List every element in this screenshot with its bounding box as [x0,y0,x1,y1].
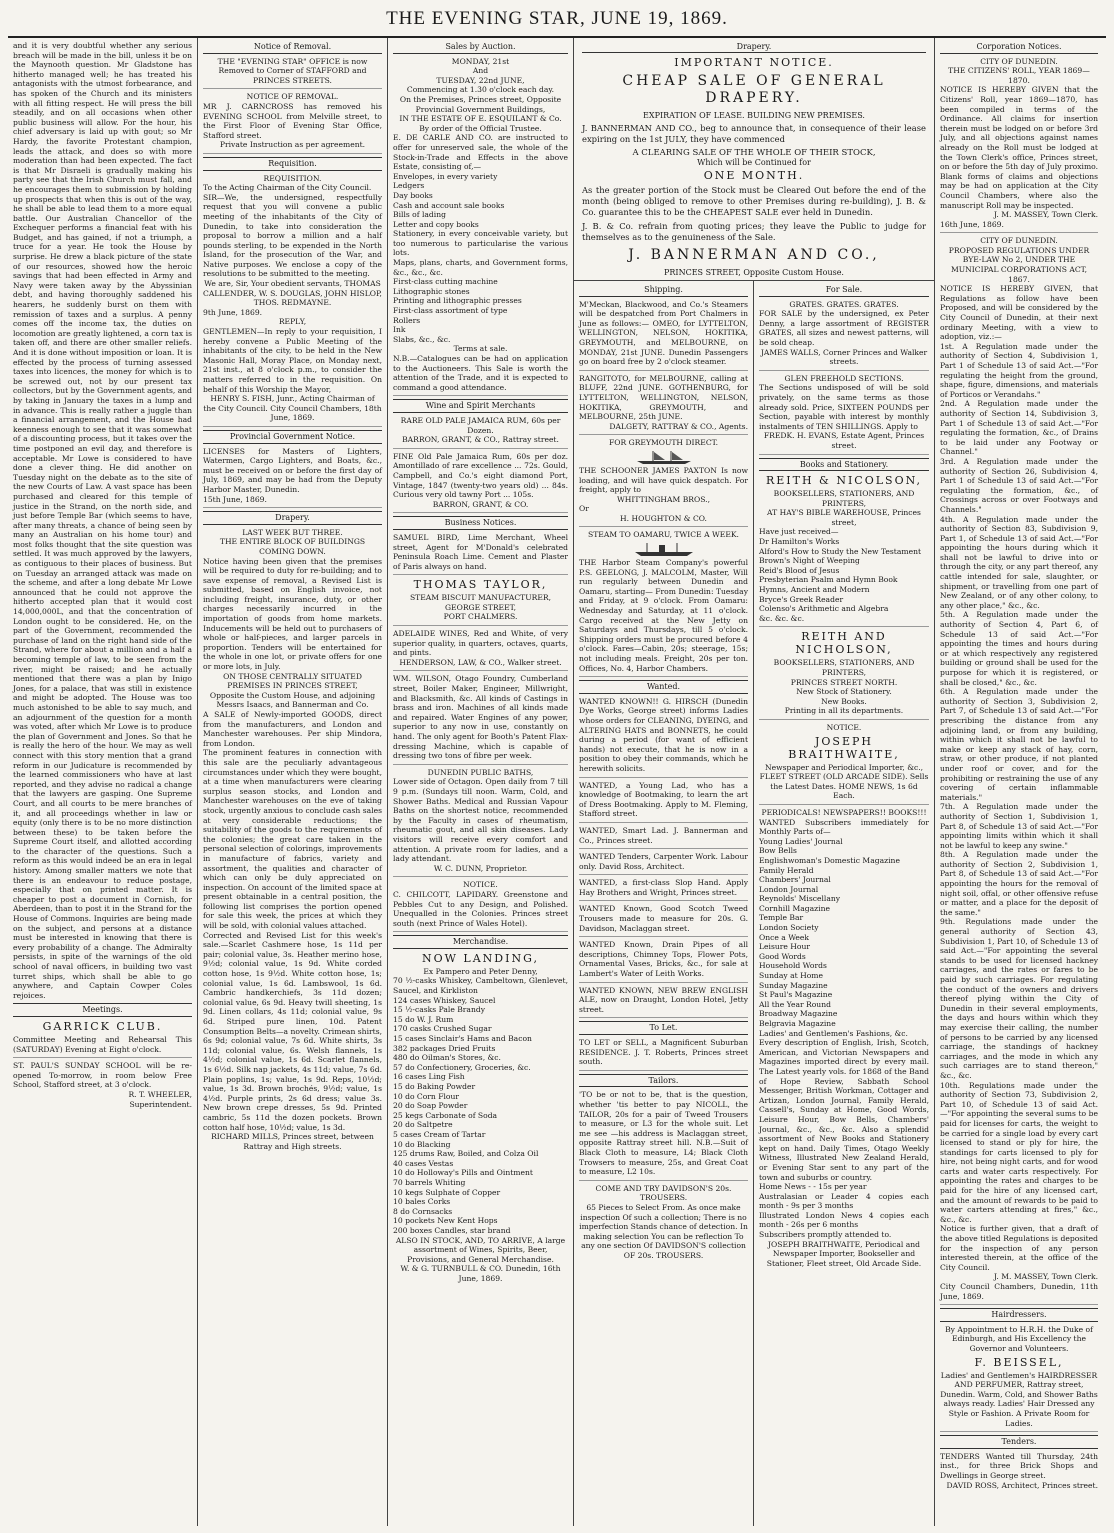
st-pauls-text: ST. PAUL'S SUNDAY SCHOOL will be re-opened To-morrow, in room below Free School, Stafford street, at 3 o'clock. [13,1061,192,1090]
carncross-ad [203,92,382,154]
requisition-ad [203,174,382,427]
taylor-addr-1: GEORGE STREET, [444,602,516,612]
list-item: Broadway Magazine [759,1009,838,1019]
auction-and: And [472,66,489,76]
roll-date: 16th June, 1869. [940,219,1004,229]
carncross-text: MR J. CARNCROSS has removed his EVENING SCHOOL from Melville street, to the First Floor of Evening Star Office, Stafford street. [203,101,382,140]
list-item: Envelopes, in every variety [393,171,498,181]
list-item: Good Words [759,951,806,961]
section-wanted: Wanted. [579,680,748,694]
fine-rum-ad [393,452,568,514]
landing-sig: W. & G. TURNBULL & CO. Dunedin, 16th June, 1869. [400,1264,561,1283]
adelaide-ad [393,629,568,671]
chilcott-notice: NOTICE. [463,880,498,890]
list-item: 16 cases Ling Fish [393,1072,465,1082]
grates-title: GRATES. GRATES. GRATES. [789,299,899,309]
regulation-item: 3rd. A Regulation made under the authority of Section 26, Subdivision 4, Part 1 of Schedule 13 of said Act.—"For regulating the formation, &c., of Crossings across or over Footways and Channels." [940,456,1098,514]
list-item: First-class assortment of type [393,306,508,316]
baths-ad [393,768,568,878]
list-item: 70 barrels Whiting [393,1177,466,1187]
list-item: 20 do Soap Powder [393,1101,468,1111]
hirsch-ad: WANTED KNOWN!! G. HIRSCH (Dunedin Dye Works, George street) informs Ladies whose orders for CLEANING, DYEING, and ALTERING HATS and BONNETS, he could during a period (for want of efficient hands) not execute, that he is now in a position to obey their commands, which he herewith solicits. [579,697,748,778]
rate-row: Australasian or Leader 4 copies each month - 9s per 3 months [759,1191,929,1211]
landing-items [393,976,568,1235]
reith-sub: BOOKSELLERS, STATIONERS, AND PRINTERS, [773,489,915,508]
section-for-sale: For Sale. [759,284,929,297]
bannerman-ad [574,38,934,281]
list-item: 20 do Saltpetre [393,1120,453,1130]
reith2-books: New Books. [821,696,867,706]
list-item: 10 kegs Sulphate of Copper [393,1187,501,1197]
mills-drapery-ad [203,528,382,1155]
wanted-ad: WANTED Known, Good Scotch Tweed Trousers made to measure for 20s. G. Davidson, Maclaggan street. [579,904,748,937]
wide-columns [574,281,934,1526]
grates-text: FOR SALE by the undersigned, ex Peter Denny, a large assortment of REGISTER GRATES, all sizes and newest patterns, will be sold cheap. [759,309,929,347]
list-item: Slabs, &c., &c. [393,334,451,344]
glen-title: GLEN FREEHOLD SECTIONS. [784,373,904,383]
list-item: 200 boxes Candles, star brand [393,1225,511,1235]
baths-title: DUNEDIN PUBLIC BATHS, [427,767,534,777]
list-item: &c. &c. &c. [759,613,805,623]
list-item: Reynolds' Miscellany [759,894,841,904]
to-let-ad: TO LET or SELL, a Magnificent Suburban RESIDENCE. J. T. Roberts, Princes street south. [579,1038,748,1071]
auction-nb: N.B.—Catalogues can be had on application to the Auctioneers. This Sale is worth the attention of the Trade, and it is expected to command a good attendance. [393,354,568,392]
reply-title: REPLY, [278,317,307,327]
regulation-item: 7th. A Regulation made under the authority of Section 1, Subdivision 1, Part 8, of Schedule 13 of said Act.—"For appointing limits within which it shall not be lawful to keep any swine." [940,802,1098,850]
auction-time: Commencing at 1.30 o'clock each day. [406,85,555,95]
greymouth-sig-2: H. HOUGHTON & CO. [620,513,707,523]
auction-date-2: TUESDAY, 22nd JUNE, [436,75,525,85]
baths-sig: W. C. DUNN, Proprietor. [433,863,528,873]
wide-block [574,38,935,1526]
auction-estate: IN THE ESTATE OF E. ESQUILANT & Co. [399,114,562,124]
list-item: 57 do Confectionery, Groceries, &c. [393,1062,531,1072]
beissel-ad [940,1325,1098,1432]
braith-text: Newspaper and Periodical Importer, &c., FLEET STREET (OLD ARCADE SIDE). Sells the Latest Dates. HOME NEWS, 1s 6d Each. [759,762,929,801]
list-item: Sunday at Home [759,971,823,981]
list-item: Once a Week [759,932,809,942]
mills-sig: RICHARD MILLS, Princes street, between Rattray and High streets. [211,1132,374,1151]
section-corporation: Corporation Notices. [940,41,1098,54]
greymouth-title: FOR GREYMOUTH DIRECT. [609,438,718,448]
reith2-sub: BOOKSELLERS, STATIONERS, AND PRINTERS, [773,658,915,677]
list-item: Chambers' Journal [759,875,831,885]
article-text: and it is very doubtful whether any serious breach will be made in the bill, unless it be on the Maynooth question. Mr Gladstone has hitherto managed well; he has treated his antagonists with the utmost forbearance, and has spoken of the Church and its ministers with all fitting respect. He will press the bill steadily, and on all occasions when other public business will allow. For the hour, his chief adversary is laid up with gout; so Mr Hardy, the favorite Protestant champion, leads the attack, and does so with more moderation than had been expected. The fact is that Mr Disraeli is gradually making his party see that the Irish Church must fall, and he encourages them to submission by holding up prospects that when this is out of the way, he shall be able to lead them to a more equal battle. Our Australian Chancellor of the Exchequer performs a financial feat with his Budget, and has gained, if not a triumph, a truce for a year. He took the House by surprise. He drew a black picture of the state of our resources, showed how the heroic savings that had been effected in Army and Navy were taken away by the Abyssinian debt, and having thoroughly saddened his hearers, he suddenly burst on them with remission of taxes and a surplus. A penny comes off the income tax, the duties on locomotion are greatly lightened, a corn tax is taken off, and there are other smaller reliefs. And it is done without imposition or loan. It is effected by the process of turning assessed taxes into licences, the money for which is to be screwed out, not by our present tax collectors, but by the Government agents, and by taking in January the taxes in a lump and in advance. This is really rather a juggle than a financial arrangement, and the House had keenness enough to see that it was somewhat of a discounting process, but it takes over the time postponed an evil day, and therefore is acceptable. Mr Lowe is considered to have done a clever thing. He did another on Tuesday night on the debate as to the site of the new Courts of Law. A vast space has been purchased and cleared for this temple of justice in the Strand, on the north side, and just before Temple Bar (which seems to have, after many threats, a chance of being seen by many an Australian on his home tour) and most folks thought that the site question was settled. It was much approved by the lawyers, as contiguous to their places of business. But on Tuesday an arranged attack was made on the scheme, and after a long debate Mr Lowe announced that he could not approve the hitherto accepted plan that it would cost 14,000,000L, and that the concentration of London ought to be considered. He, on the part of the Government, recommended the purchase of land on the right hand side of the Strand, where for about a million and a half a becoming temple of law, to be seen from the river, might be raised; and he actually mentioned that there was a plan by Inigo Jones, for a palace, that was still in existence and might be adopted. The House was too much astonished to be able to say much, and an adjournment of the question for a month was voted, after which Mr Lowe is to produce the plan of Government and Jones. So that he is really the hero of the hour. We may as well connect with this story mention that a grand reform in our Judicature is recommended by the learned commissioners who have at last reported, and they advise no radical a change that the lawyers are gasping. One Supreme Court, and all courts to be mere branches of it, and all proceedings whether in law or equity (only there is to be no more distinction between these) to be taken before the Supreme Court itself, and allotted according to the character of the questions. Such a reform as this would indeed be an era in legal history. Among smaller matters we note that there is an endeavour to reduce postage, especially that on printed matter. It is cheaper to post a document in Cornish, for Aberdeen, than to post it in the Strand for the House of Commons. Inquiries are being made on the subject, and persons at a distance must be interested in knowing that there is every probability of a change. The Admiralty persists, in spite of the warnings of the old school of naval officers, in building two vast turret ships, which shall be able to go anywhere, and Captain Cowper Coles rejoices. [13,41,192,1000]
grates-ad [759,300,929,371]
tenders-sig: DAVID ROSS, Architect, Princes street. [946,1480,1098,1490]
regulation-item: 5th. A Regulation made under the authority of Section 4, Part 6, of Schedule 13 of said Act.—"For appointing the times and hours during or at which respectively any registered building or ground shall be used for the purpose for which it is registered, or shall be closed," &c., &c. [940,610,1098,687]
reith-title: REITH & NICOLSON, [765,474,923,488]
list-item: 10 bales Corks [393,1197,451,1207]
column-1 [8,38,198,1526]
clearing-sale: A CLEARING SALE OF THE WHOLE OF THEIR STOCK, [632,148,876,158]
st-pauls-ad [13,1061,192,1112]
regulation-item: 10th. Regulations made under the authority of Section 73, Subdivision 2, Part 10, of Schedule 13 of said Act.—"For appointing the several sums to be paid for licenses for carts, the weight to be carried for a single load by every cart licensed to stand or ply for hire, the standings for carts licensed to ply for hire, not being night carts, and for wood carts and water carts respectively. For appointing the rates and charges to be paid for the hire of any licensed cart, and the amount of rewards to be paid to water carters attending at fires," &c., &c., &c. [940,1080,1098,1224]
chilcott-ad [393,880,568,932]
regs-sig: J. M. MASSEY, Town Clerk. [993,1272,1098,1282]
list-item: Bow Bells [759,846,797,856]
list-item: Belgravia Magazine [759,1019,836,1028]
drapery-sub: THE ENTIRE BLOCK OF BUILDINGS COMING DOWN. [219,537,366,556]
st-pauls-sig-title: Superintendent. [129,1099,192,1109]
regulations-ad [940,236,1098,1305]
list-item: 15 do W. J. Rum [393,1014,454,1024]
licenses-text: LICENSES for Masters of Lighters, Watermen, Cargo Lighters, and Boats, &c., must be received on or before the first day of July, 1869, and may be had from the Deputy Harbor Master, Dunedin. [203,446,382,494]
auction-ad [393,57,568,397]
glen-text: The Sections undisposed of will be sold privately, on the same terms as those already sold. Price, SIXTEEN POUNDS per Section, payable with interest by monthly instalments of TEN SHILLINGS. Apply to [759,383,929,431]
list-item: Ink [393,325,406,335]
section-business: Business Notices. [393,516,568,530]
taylor-addr-2: PORT CHALMERS. [443,612,518,622]
regs-city: CITY OF DUNEDIN. [980,236,1058,246]
list-item: Presbyterian Psalm and Hymn Book [759,575,898,585]
list-item: 170 casks Crushed Sugar [393,1024,492,1034]
list-item: Household Words [759,961,827,971]
prices-text: Corrected and Revised List for this week's sale.—Scarlet Cashmere hose, 1s 11d per pair; colonial value, 3s. Heather merino hose, 9½d; colonial value, 1s 9d. White corded cotton hose, 1s 9½d. White cotton hose, 1s; colonial value, 1s 6d. Lambswool, 1s 6d. Cambric handkerchiefs, 3s 11d dozen; colonial value, 6s 9d. Heavy twill sheeting, 1s 9d. Linen collars, 4s 11d; colonial value, 9s 6d. Striped pure linen, 10d. Patent Consumption Belts—a novelty. Crimean shirts, 6s 9d; colonial value, 7s 6d. White shirts, 3s 11d; colonial value, 6s. Welsh flannels, 1s 4½d; colonial value, 1s 6d. Scarlet flannels, 1s 6½d. Silk nap jackets, 4s 11d; value, 7s 6d. Plain poplins, 1s; value, 1s 9d. Reps, 10½d; value, 1s 3d. Brown brochés, 9½d; value, 1s 4½d. Purple prints, 2s 6d dress; value 3s. New brown crepe dresses, 5s 9d. Printed cambric, 5s 11d the dozen pockets. Brown cotton half hose, 10½d; value, 1s 3d. [203,930,382,1132]
important-notice: IMPORTANT NOTICE. [674,56,834,69]
landing-ad [393,952,568,1287]
hair-appt: By Appointment to H.R.H. the Duke of Edinburgh, and His Excellency the Governor and Volunteers. [945,1324,1093,1353]
requisition-title: REQUISITION. [263,173,322,183]
requisition-date: 9th June, 1869. [203,307,263,317]
subs-text: WANTED Subscribers immediately for Monthly Parts of— [759,817,929,837]
fine-rum-sig: BARRON, GRANT, & CO. [432,499,529,509]
section-drapery: Drapery. [203,511,382,525]
section-shipping: Shipping. [579,284,748,297]
regulation-item: 1st. A Regulation made under the authority of Section 4, Subdivision 1, Part 1 of Schedule 13 of said Act.—"For regulating the height from the ground, shape, figure, dimensions, and materials of Porticos or Verandahs." [940,341,1098,399]
list-item: Family Herald [759,865,814,875]
auction-place: On the Premises, Princes street, Opposite Provincial Government Buildings, [399,94,562,114]
list-item: 5 cases Cream of Tartar [393,1129,486,1139]
column-6 [935,38,1103,1526]
wanted-ad: WANTED, a first-class Slop Hand. Apply Hay Brothers and Wright, Princes street. [579,878,748,901]
list-item: London Society [759,923,819,933]
list-item: 10 do Corn Flour [393,1091,460,1101]
roll-text: NOTICE IS HEREBY GIVEN that the Citizens' Roll, year 1869—1870, has been compiled in terms of the Ordinance. All claims for insertion therein must be lodged on or before 3rd July, and all objections against names already on the Roll must be lodged at the Town Clerk's office, Princes street, on or before the 5th day of July proximo. Blank forms of claims and objections may be had on application at the City Council Chambers, where also the manuscript Roll may be inspected. [940,85,1098,210]
section-meetings: Meetings. [13,1003,192,1017]
section-to-let: To Let. [579,1021,748,1035]
list-item: 10 do Blacking [393,1139,451,1149]
licenses-date: 15th June, 1869. [203,494,267,504]
list-item: Rollers [393,315,421,325]
regs-date: City Council Chambers, Dunedin, 11th June, 1869. [940,1282,1098,1301]
tenders-ad [940,1452,1098,1493]
rate-row: Illustrated London News 4 copies each month - 26s per 6 months [759,1210,929,1230]
list-item: Brown's Night of Weeping [759,556,860,566]
list-item: 8 do Cornsacks [393,1206,453,1216]
list-item: 25 kegs Carbonate of Soda [393,1110,498,1120]
braith-notice: NOTICE. [826,722,862,732]
star-office-ad: THE "EVENING STAR" OFFICE is now Removed to Corner of STAFFORD and PRINCES STREETS. [203,57,382,90]
adelaide-sig: HENDERSON, LAW, & CO., Walker street. [399,657,562,667]
regulation-item: 4th. A Regulation made under the authority of Section 83, Subdivision 9, Part 1, of Schedule 13 of said Act.—"For appointing the hours during which it shall not be lawful to drive into or through the city, or any part thereof, any cattle intended for sale, slaughter, or shipment, or travelling from one part of New Zealand, or of any other colony, to any other place," &c., &c. [940,514,1098,610]
list-item: Temple Bar [759,913,804,923]
list-item: 10 do Holloway's Pills and Ointment [393,1168,533,1178]
carncross-tail: Private Instruction as per agreement. [219,140,366,150]
list-item: Ladies' and Gentlemen's Fashions, &c. [759,1028,908,1038]
wanted-ad: WANTED Known, Drain Pipes of all descriptions, Chimney Tops, Flower Pots, Ornamental Vases, Bricks, &c., for sale at Lambert's Water of Leith Works. [579,940,748,982]
wanted-ad: WANTED, a Young Lad, who has a knowledge of Bootmaking, to learn the art of Dress Bootmaking. Apply to M. Fleming, Stafford street. [579,781,748,823]
list-item: Reid's Blood of Jesus [759,565,840,575]
garrick-text: Committee Meeting and Rehearsal This (SATURDAY) Evening at Eight o'clock. [13,1034,192,1054]
masthead: THE EVENING STAR, JUNE 19, 1869. [8,4,1106,38]
adelaide-text: ADELAIDE WINES, Red and White, of very superior quality, in quarters, octaves, quarts, and pints. [393,629,568,658]
auction-items [393,172,568,345]
davidson-tail: OF 20s. TROUSERS. [623,1250,704,1260]
section-books: Books and Stationery. [759,458,929,472]
list-item: 125 drums Raw, Boiled, and Colza Oil [393,1149,539,1159]
premises-sub: Opposite the Custom House, and adjoining Messrs Isaacs, and Bannerman and Co. [209,690,376,710]
list-item: 15 cases Sinclair's Hams and Bacon [393,1034,532,1044]
columns [8,38,1106,1526]
roll-title: THE CITIZENS' ROLL, YEAR 1869—1870. [948,66,1090,85]
list-item: Maps, plans, charts, and Government forms, &c., &c., &c. [393,258,568,277]
bannerman-firm: J. BANNERMAN AND CO., [628,247,880,263]
nicoll-ad: 'TO be or not to be, that is the question, whether 'tis better to pay NICOLL, the TAILOR, 20s for a pair of Tweed Trousers to measure, or L3 for the whole suit. Let me see —his address is Maclaggan street, opposite Rattray street hill. N.B.—Suit of Black Cloth to measure, L4; Black Cloth Trowsers to measure, 25s, and Great Coat to measure, L2 10s. [579,1090,748,1180]
rate-row: Home News - - 15s per year [759,1182,867,1192]
regulation-item: 9th. Regulations made under the general authority of Section 43, Subdivision 1, Part 10, of Schedule 13 of said Act.—"For appointing the several stands to be used for licensed hackney carriages, and the rates or fares to be paid by such carriages. For regulating the conduct of the owners and drivers thereof plying within the City of Dunedin in their several employments, the days and hours within which they may exercise their calling, the number of persons to be carried by any licensed carriage, the standings of hackney carriages, and the mode in which any such carriages are to stand thereon," &c., &c. [940,917,1098,1080]
list-item: 15 ½-casks Pale Brandy [393,1005,486,1015]
taylor-title: THOMAS TAYLOR, [413,578,548,592]
hair-title: F. BEISSEL, [974,1355,1064,1369]
sale-text: A SALE of Newly-imported GOODS, direct from the manufacturers, and London and Manchester warehouses. Per ship Mindora, from London. [203,710,382,748]
list-item: Letter and copy books [393,219,479,229]
baths-text: Lower side of Octagon. Open daily from 7 till 9 p.m. (Sundays till noon. Warm, Cold, and Shower Baths. Medical and Russian Vapour Baths on the shortest notice, recommended by the Faculty in cases of rheumatism, rheumatic gout, and all skin diseases. Lady visitors will receive every comfort and attention. A private room for ladies, and a lady attendant. [393,777,568,864]
section-merchandise: Merchandise. [393,935,568,949]
list-item: Bills of lading [393,210,446,220]
wanted-ad: WANTED Tenders, Carpenter Work. Labour only. David Ross, Architect. [579,852,748,875]
section-wine: Wine and Spirit Merchants [393,399,568,413]
roll-ad [940,57,1098,234]
reply-sig: HENRY S. FISH, Junr., Acting Chairman of the City Council. City Council Chambers, 18th June, 1869. [203,394,382,423]
wanted-ad: WANTED, Smart Lad. J. Bannerman and Co., Princes street. [579,826,748,849]
bannerman-body-3: J. B. & Co. refrain from quoting prices; they leave the Public to judge for themselves as to the genuineness of the Sale. [582,221,926,242]
list-item: 124 cases Whiskey, Saucel [393,995,496,1005]
braith-sig: JOSEPH BRAITHWAITE, Periodical and Newspaper Importer, Bookseller and Stationer, Fleet street, Old Arcade Side. [766,1239,922,1268]
list-item: Dr Hamilton's Works [759,537,840,547]
auction-by: By order of the Official Trustee. [419,123,542,133]
auction-text: E. DE CARLE AND CO. are instructed to offer for unreserved sale, the whole of the Stock-in-Trade and Effects in the above Estate, consisting of,— [393,133,568,172]
requisition-sign: We are, Sir, Your obedient servants, THOMAS CALLENDER, W. S. DOUGLAS, JOHN HISLOP, THOS. REDMAYNE. [203,279,382,308]
list-item: Have just received— [759,527,839,537]
auction-terms: Terms at sale. [453,344,508,354]
reith-nicholson-ad [759,630,929,720]
glen-ad [759,374,929,455]
column-5 [754,281,934,1526]
drapery-title: LAST WEEK BUT THREE. [242,527,343,537]
chilcott-text: C. CHILCOTT, LAPIDARY. Greenstone and Pebbles Cut to any Design, and Polished. Unequalled in the Colonies. Princes street south (next Prince of Wales Hotel). [393,889,568,928]
regs-title: PROPOSED REGULATIONS UNDER BYE-LAW No 2, UNDER THE MUNICIPAL CORPORATIONS ACT, 1867. [948,245,1090,284]
list-item: 40 cases Vestas [393,1158,454,1168]
list-item: Printing and lithographic presses [393,296,522,306]
list-item: 10 pockets New Kent Hops [393,1216,498,1226]
reith2-addr: PRINCES STREET NORTH. [790,677,898,687]
steamer-icon [629,542,699,556]
requisition-text: SIR—We, the undersigned, respectfully request that you will convene a public meeting of the inhabitants of the City of Dunedin, to take into consideration the proposal to borrow a million and a half pounds sterling, to be expended in the North Island, for the prosecution of the War, and Native purposes. We enclose a copy of the resolutions to be submitted to the meeting. [203,192,382,279]
list-item: Leisure Hour [759,942,811,952]
sale-more: The prominent features in connection with this sale are the peculiarly advantageous circumstances under which they were bought, at a time when manufacturers were clearing surplus season stocks, and London and Manchester warehouses on the eve of taking stock, urgently anxious to conclude cash sales at very considerable reductions; the suitability of the goods to the requirements of the colonies; the great care taken in the personal selection of colorings, improvements in manufacture of fabrics, variety and assortment, the qualities and character of which can only be duly appreciated on inspection. On account of the limited space at present obtainable in a central position, the following list comprises the portion opened for sale this week, the prices at which they will be sold, with colonial values attached. [203,748,382,931]
carncross-title: NOTICE OF REMOVAL. [246,92,339,102]
list-item: Day books [393,190,433,200]
premises-title: ON THOSE CENTRALLY SITUATED PREMISES IN PRINCES STREET, [223,671,362,691]
requisition-to: To the Acting Chairman of the City Council. [203,183,372,193]
reith-list [759,527,929,623]
list-item: 382 packages Dried Fruits [393,1043,496,1053]
regulation-item: 8th. A Regulation made under the authority of Section 2, Subdivision 1, Part 8, of Schedule 13 of said Act.—"For appointing the hours for the removal of night soil, offal, or other offensive refuse or matter, and a place for the deposit of the same." [940,850,1098,917]
list-item: Alford's How to Study the New Testament [759,546,922,556]
list-item: Ledgers [393,181,425,191]
rangitoto-ad [579,374,748,436]
st-pauls-sig-name: R. T. WHEELER, [128,1089,192,1099]
reith-ad [759,474,929,627]
rangitoto-text: RANGITOTO, for MELBOURNE, calling at BLUFF, 22nd JUNE. GOTHENBURG, for LYTTELTON, WELLINGTON, NELSON, HOKITIKA, GREYMOUTH, and MELBOURNE, 25th JUNE. [579,373,748,422]
continued: Which will be Continued for [697,158,811,167]
schooner-icon [629,450,699,464]
list-item: 480 do Oilman's Stores, &c. [393,1053,501,1063]
bannerman-body-2: As the greater portion of the Stock must be Cleared Out before the end of the month (being obliged to remove to other Premises during re-building), J. B. & Co. guarantee this to be the CHEAPEST SALE ever held in Dunedin. [582,185,926,217]
list-item: Sunday Magazine [759,980,828,990]
braith-title: JOSEPH BRAITHWAITE, [788,734,900,761]
list-item: All the Year Round [759,999,831,1009]
list-item: Cash and account sale books [393,200,505,210]
list-item: St Paul's Magazine [759,990,833,1000]
wilson-ad: WM. WILSON, Otago Foundry, Cumberland street, Boiler Maker, Engineer, Millwright, and Blacksmith, &c. All kinds of Castings in brass and iron. Machines of all kinds made and repaired. Water Engines of any power, superior to any now in use, constantly on hand. The only agent for Booth's Patent Flax-dressing Machine, which is capable of dressing two tons of fibre per week. [393,674,568,764]
rum-sig: BARRON, GRANT, & CO., Rattray street. [402,435,559,445]
drapery-text: Notice having been given that the premises will be required to duty for re-building; and to save expense of removal, a Revised List is submitted, based on English invoice, not including freight, insurance, duty, or other charges necessarily incurred in the importation of goods from home markets. Inducements will be held out to purchasers of whole or half-pieces, and larger parcels in proportion. Tenders will be entertained for the whole in one lot, or private offers for one or more lots, in July. [203,556,382,672]
section-requisition: Requisition. [203,157,382,171]
auction-date-1: MONDAY, 21st [451,56,510,66]
landing-also: ALSO IN STOCK, AND, TO ARRIVE, A large assortment of Wines, Spirits, Beer, Provisions, and General Merchandise. [395,1235,566,1264]
section-auction: Sales by Auction. [393,41,568,54]
fine-rum-text: FINE Old Pale Jamaica Rum, 60s per doz. Amontillado of rare excellence ... 72s. Gould, Campbell, and Co.'s eight diamond Port, Vintage, 1847 (twenty-two years old) ... 84s. Curious very old tawny Port ... 105s. [393,451,568,500]
steamers-ad: M'Meckan, Blackwood, and Co.'s Steamers will be despatched from Port Chalmers in June as follows:— OMEO, for LYTTELTON, WELLINGTON, NELSON, HOKITIKA, GREYMOUTH, and MELBOURNE, on MONDAY, 21st JUNE. Dunedin Passengers go on board free by 2 o'clock steamer. [579,300,748,371]
davidson-ad [579,1184,748,1264]
periodicals-title: PERIODICALS! NEWSPAPERS!! BOOKS!!! [761,807,927,817]
landing-title: NOW LANDING, [421,951,539,965]
hair-text: Ladies' and Gentlemen's HAIRDRESSER AND PERFUMER, Rattray street, Dunedin. Warm, Cold, and Shower Baths always ready. Ladies' Hair Dressed any Style or Fashion. A Private Room for Ladies. [940,1370,1098,1428]
column-2 [198,38,388,1526]
oamaru-title: STEAM TO OAMARU, TWICE A WEEK. [588,530,739,540]
reith-at: AT HAY'S BIBLE WAREHOUSE, Princes street, [767,508,921,527]
rum-title: RARE OLD PALE JAMAICA RUM, 60s per Dozen. [400,415,561,435]
tenders-text: TENDERS Wanted till Thursday, 24th inst., for three Brick Shops and Dwellings in George street. [940,1451,1098,1480]
oamaru-text: THE Harbor Steam Company's powerful P.S. GEELONG, J. MALCOLM, Master, Will run regularly between Dunedin and Oamaru, starting— From Dunedin: Tuesday and Friday, at 9 o'clock. From Oamaru: Wednesday and Saturday, at 11 o'clock. Cargo received at the New Jetty on Saturdays and Thursdays, till 5 o'clock. Shipping orders must be procured before 4 o'clock. Fares—Cabin, 20s; steerage, 15s; not including meals. Freight, 20s per ton. Offices, No. 4, Harbor Chambers. [579,558,748,673]
taylor-ad [393,578,568,626]
cheap-sale: CHEAP SALE OF GENERAL DRAPERY. [622,73,886,106]
davidson-text: 65 Pieces to Select From. As once make inspection Of such a collection; There is no imperfection Stands chance of detection. In making selection You can be reflection To any one section Of DAVIDSON'S collection [579,1202,748,1251]
subs-tail: Every description of English, Irish, Scotch, American, and Victorian Newspapers and Magazines imported direct by every mail. The Latest yearly vols. for 1868 of the Band of Hope Review, Sabbath School Messenger, British Workman, Cottager and Artizan, London Journal, Family Herald, Cassell's, Sunday at Home, Good Words, Leisure Hour, Bow Bells, Chambers' Journal, &c., &c., &c. Also a splendid assortment of New Books and Stationery kept on hand. Daily Times, Otago Weekly Witness, Illustrated New Zealand Herald, or Evening Star sent to any part of the town and suburbs or country. [759,1038,929,1182]
regs-text: NOTICE IS HEREBY GIVEN, that Regulations as follow have been Proposed, and will be considered by the City Council of Dunedin, at their next ordinary Meeting, with a view to adoption, viz.:— [940,284,1098,342]
grates-sig: JAMES WALLS, Corner Princes and Walker streets. [760,347,928,367]
column-4 [574,281,754,1526]
garrick-club-ad [13,1020,192,1058]
davidson-title: COME AND TRY DAVIDSON'S 20s. TROUSERS. [595,1183,732,1203]
taylor-sub: STEAM BISCUIT MANUFACTURER, [409,593,552,603]
roll-city: CITY OF DUNEDIN. [980,56,1058,66]
bannerman-body-1: J. BANNERMAN AND CO., beg to announce that, in consequence of their lease expiring on the 1st JULY, they have commenced [582,123,926,144]
roll-sig: J. M. MASSEY, Town Clerk. [993,210,1098,220]
expiration: EXPIRATION OF LEASE. BUILDING NEW PREMISES. [643,111,865,120]
subs-list [759,837,929,1038]
greymouth-or: Or [579,504,589,514]
list-item: Lithographic stones [393,286,470,296]
list-item: Englishwoman's Domestic Magazine [759,855,900,865]
landing-sub: Ex Pampero and Peter Denny, [423,966,538,976]
section-hairdressers: Hairdressers. [940,1308,1098,1322]
list-item: 15 do Baking Powder [393,1082,476,1091]
section-tailors: Tailors. [579,1074,748,1088]
section-drapery-wide: Drapery. [582,41,926,53]
rangitoto-sig: DALGETY, RATTRAY & CO., Agents. [609,421,748,431]
rates-tail: Subscribers promptly attended to. [759,1230,892,1240]
list-item: 70 ½-casks Whiskey, Cambeltown, Glenlevet, Saucel, and Kirkliston [393,976,568,996]
regulation-item: 2nd. A Regulation made under the authority of Section 14, Subdivision 3, Part 1 of Schedule 13 of said Act.—"For regulating the formation, &c., of Drains to be laid under any Footway or Channel." [940,399,1098,457]
list-item: First-class cutting machine [393,277,498,287]
column-3 [388,38,574,1526]
list-item: Hymns, Ancient and Modern [759,585,870,595]
regulation-item: 6th. A Regulation made under the authority of Section 3, Subdivision 2, Part 7, of Schedule 13 of said Act.—"For prescribing the distance from any adjoining land, or from any building, within which it shall not be lawful to make or keep any stack of hay, corn, straw, or other produce, if not planted under roof or cover, and for the prohibiting or restraining the use of any covering of certain inflammable materials." [940,687,1098,802]
braithwaite-ad [759,723,929,805]
greymouth-sig-1: WHITTINGHAM BROS., [617,494,710,504]
reith2-new: New Stock of Stationery. [796,687,892,697]
wanted-ad: WANTED KNOWN, NEW BREW ENGLISH ALE, now on Draught, London Hotel, Jetty street. [579,986,748,1019]
list-item: Stationery, in every conceivable variety, but too numerous to particularise the various lots. [393,229,568,258]
list-item: London Journal [759,884,819,894]
one-month: ONE MONTH. [703,169,805,182]
glen-sig: FREDK. H. EVANS, Estate Agent, Princes street. [763,431,925,450]
garrick-title: GARRICK CLUB. [42,1019,163,1033]
list-item: Young Ladies' Journal [759,836,843,846]
periodicals-ad [759,808,929,1272]
section-provincial: Provincial Government Notice. [203,430,382,444]
section-removal: Notice of Removal. [203,41,382,54]
section-tenders: Tenders. [940,1435,1098,1449]
rum-ad [393,416,568,449]
list-item: Bryce's Greek Reader [759,594,844,604]
reply-text: GENTLEMEN—In reply to your requisition, I hereby convene a Public Meeting of the inhabitants of the city, to be held in the New Masonic Hall, Moray Place, on Monday next, 21st inst., at 8 o'clock p.m., to consider the matters referred to in the requisition. On behalf of this Worship the Mayor, [203,327,382,394]
bird-ad: SAMUEL BIRD, Lime Merchant, Wheel street, Agent for M'Donald's celebrated Peninsula Roach Lime. Cement and Plaster of Paris always on hand. [393,533,568,575]
greymouth-ad [579,438,748,527]
reith2-print: Printing in all its departments. [784,706,904,716]
reith2-title: REITH AND NICHOLSON, [795,630,893,657]
greymouth-text: THE SCHOONER JAMES PAXTON Is now loading, and will have quick despatch. For freight, apply to [579,465,748,495]
list-item: Cornhill Magazine [759,903,830,913]
licenses-ad [203,447,382,509]
regs-tail: Notice is further given, that a draft of the above titled Regulations is deposited for the inspection of any person interested therein, at the office of the City Council. [940,1224,1098,1272]
bannerman-addr: PRINCES STREET, Opposite Custom House. [664,268,844,277]
list-item: Colenso's Arithmetic and Algebra [759,604,889,614]
oamaru-ad [579,530,748,677]
